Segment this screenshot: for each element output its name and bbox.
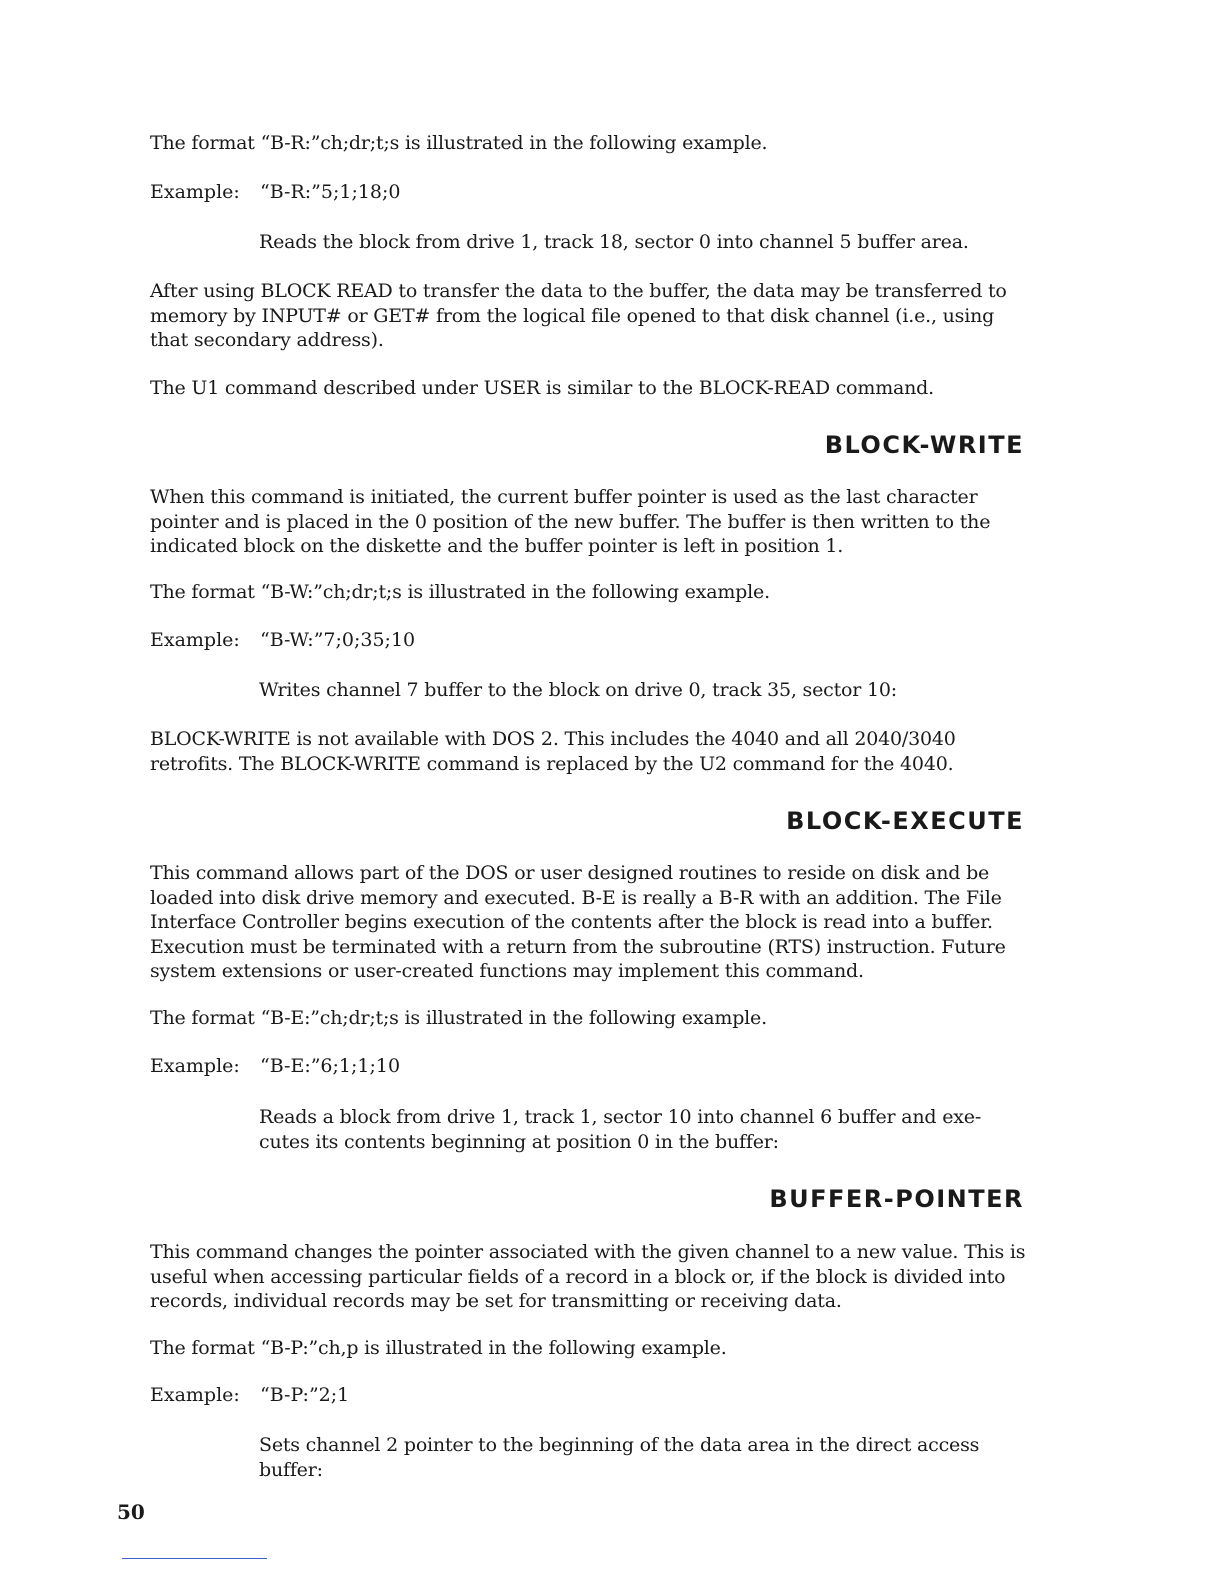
block-execute-example-desc: Reads a block from drive 1, track 1, sector 10 into channel 6 buffer and exe- cutes its contents beginning at position 0 in the buffer: xyxy=(259,1106,982,1153)
block-write-format-text: The format “B-W:”ch;dr;t;s is illustrated in the following example. xyxy=(150,581,770,603)
example-label: Example: xyxy=(150,629,240,651)
example-label: Example: xyxy=(150,1055,240,1077)
block-write-intro-paragraph: When this command is initiated, the current buffer pointer is used as the last character pointer and is placed in the 0 position of the new buffer. The buffer is then written to the indicated block on the diskette and the buffer pointer is left in position 1. xyxy=(150,486,991,557)
block-write-note-paragraph: BLOCK-WRITE is not available with DOS 2. This includes the 4040 and all 2040/3040 retrofits. The BLOCK-WRITE command is replaced by the U2 command for the 4040. xyxy=(150,728,956,775)
buffer-pointer-heading: BUFFER-POINTER xyxy=(769,1185,1024,1213)
example-code: “B-R:”5;1;18;0 xyxy=(260,181,401,203)
block-execute-heading: BLOCK-EXECUTE xyxy=(786,807,1024,835)
block-write-example xyxy=(150,628,415,652)
example-code: “B-E:”6;1;1;10 xyxy=(260,1055,401,1077)
block-write-heading: BLOCK-WRITE xyxy=(824,431,1024,459)
block-execute-intro-paragraph: This command allows part of the DOS or user designed routines to reside on disk and be loaded into disk drive memory and executed. B-E is really a B-R with an addition. The File Interface Controller begins execution of the contents after the block is read into a buffer. Execution must be terminated with a return from the subroutine (RTS) instruction. Future system extensions or user-created functions may implement this command. xyxy=(150,862,1006,982)
block-read-example xyxy=(150,180,401,204)
page-number: 50 xyxy=(117,1500,145,1524)
block-write-example-desc: Writes channel 7 buffer to the block on drive 0, track 35, sector 10: xyxy=(259,679,897,701)
block-execute-example xyxy=(150,1054,400,1078)
block-read-format-text: The format “B-R:”ch;dr;t;s is illustrated in the following example. xyxy=(150,132,768,154)
example-label: Example: xyxy=(150,1384,240,1406)
example-code: “B-W:”7;0;35;10 xyxy=(260,629,416,651)
example-code: “B-P:”2;1 xyxy=(260,1384,350,1406)
block-read-example-desc: Reads the block from drive 1, track 18, sector 0 into channel 5 buffer area. xyxy=(259,231,969,253)
buffer-pointer-example xyxy=(150,1383,349,1407)
example-label: Example: xyxy=(150,181,240,203)
buffer-pointer-format-text: The format “B-P:”ch,p is illustrated in the following example. xyxy=(150,1337,727,1359)
block-read-u1-paragraph: The U1 command described under USER is similar to the BLOCK-READ command. xyxy=(150,377,934,399)
footer-rule xyxy=(122,1558,267,1559)
block-read-transfer-paragraph: After using BLOCK READ to transfer the data to the buffer, the data may be transferred to memory by INPUT# or GET# from the logical file opened to that disk channel (i.e., using that secondary address). xyxy=(150,280,1007,351)
block-execute-format-text: The format “B-E:”ch;dr;t;s is illustrated in the following example. xyxy=(150,1007,767,1029)
buffer-pointer-example-desc: Sets channel 2 pointer to the beginning of the data area in the direct access buffer: xyxy=(259,1434,980,1481)
buffer-pointer-intro-paragraph: This command changes the pointer associated with the given channel to a new value. This is useful when accessing particular fields of a record in a block or, if the block is divided into records, individual records may be set for transmitting or receiving data. xyxy=(150,1241,1026,1312)
